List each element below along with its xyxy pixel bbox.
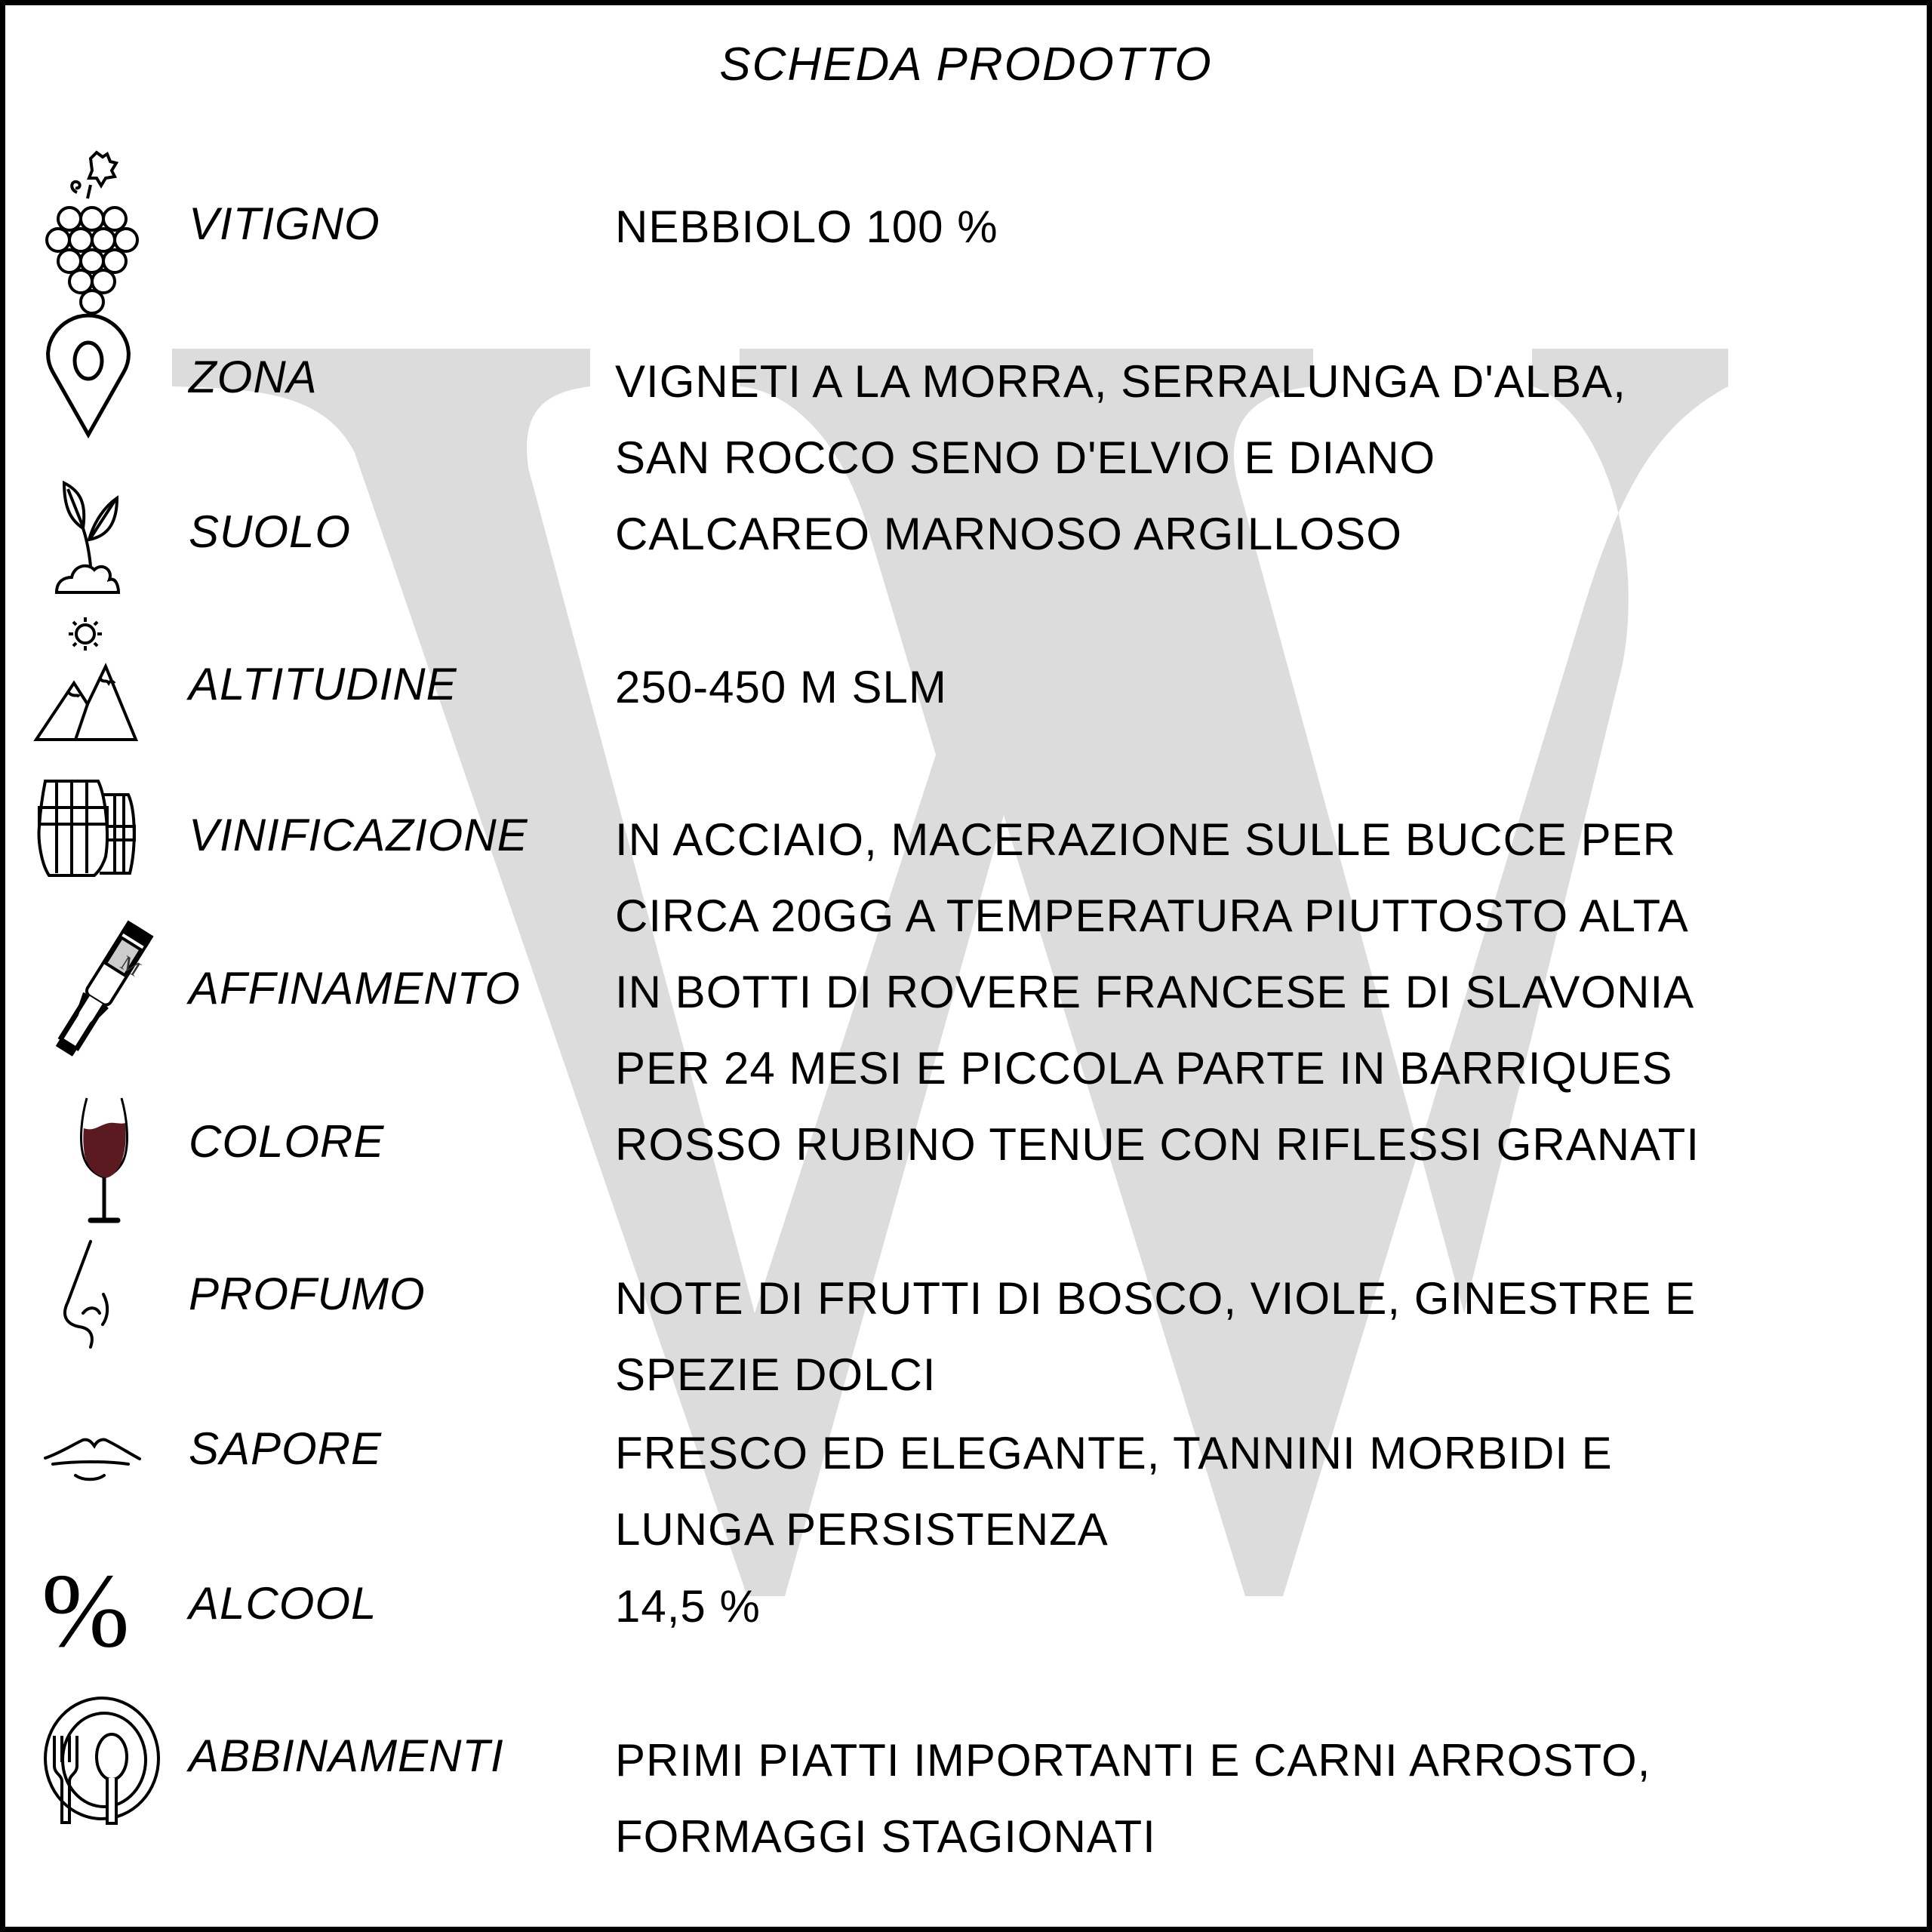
percent-icon: % <box>42 1552 130 1669</box>
label-colore: COLORE <box>189 1116 385 1167</box>
wine-bottle-icon <box>30 924 166 1060</box>
value-line: VIGNETI A LA MORRA, SERRALUNGA D'ALBA, <box>615 356 1626 407</box>
value-zona <box>615 343 1626 496</box>
value-vinificazione <box>615 801 1689 954</box>
label-profumo: PROFUMO <box>189 1269 426 1319</box>
value-altitudine <box>615 649 947 725</box>
value-line: FRESCO ED ELEGANTE, TANNINI MORBIDI E <box>615 1428 1613 1478</box>
wine-glass-icon <box>30 1094 166 1230</box>
label-vitigno: VITIGNO <box>189 198 380 249</box>
value-line: IN ACCIAIO, MACERAZIONE SULLE BUCCE PER <box>615 814 1676 865</box>
value-line: LUNGA PERSISTENZA <box>615 1504 1109 1555</box>
value-line: CALCAREO MARNOSO ARGILLOSO <box>615 509 1402 559</box>
value-affinamento <box>615 954 1694 1106</box>
value-alcool <box>615 1568 761 1644</box>
value-line: 250-450 M SLM <box>615 662 947 712</box>
lips-icon <box>30 1411 166 1547</box>
label-abbinamenti: ABBINAMENTI <box>189 1730 504 1781</box>
label-vinificazione: VINIFICAZIONE <box>189 810 528 860</box>
value-line: NEBBIOLO 100 % <box>615 202 998 252</box>
value-line: IN BOTTI DI ROVERE FRANCESE E DI SLAVONIA <box>615 967 1695 1017</box>
page-title: SCHEDA PRODOTTO <box>719 38 1213 91</box>
value-line: FORMAGGI STAGIONATI <box>615 1811 1156 1862</box>
value-suolo <box>615 496 1402 572</box>
value-abbinamenti <box>615 1722 1651 1875</box>
value-line: SAN ROCCO SENO D'ELVIO E DIANO <box>615 432 1436 483</box>
label-alcool: ALCOOL <box>189 1578 377 1629</box>
value-sapore <box>615 1415 1613 1567</box>
label-suolo: SUOLO <box>189 506 352 557</box>
plate-cutlery-icon <box>38 1698 166 1826</box>
grapes-icon <box>30 147 166 283</box>
value-line: NOTE DI FRUTTI DI BOSCO, VIOLE, GINESTRE E <box>615 1273 1697 1324</box>
label-zona: ZONA <box>189 352 318 402</box>
value-vitigno <box>615 189 998 265</box>
value-line: SPEZIE DOLCI <box>615 1349 937 1400</box>
nose-icon <box>30 1238 166 1374</box>
value-colore <box>615 1106 1700 1183</box>
label-sapore: SAPORE <box>189 1423 383 1474</box>
bottle-label-mark: M <box>115 951 145 982</box>
value-profumo <box>615 1260 1696 1413</box>
value-line: CIRCA 20GG A TEMPERATURA PIUTTOSTO ALTA <box>615 891 1689 941</box>
mountains-sun-icon <box>30 615 166 751</box>
label-altitudine: ALTITUDINE <box>189 659 457 709</box>
value-line: 14,5 % <box>615 1581 761 1632</box>
value-line: PER 24 MESI E PICCOLA PARTE IN BARRIQUES <box>615 1043 1673 1094</box>
label-affinamento: AFFINAMENTO <box>189 963 521 1014</box>
sprout-icon <box>30 468 166 604</box>
value-line: PRIMI PIATTI IMPORTANTI E CARNI ARROSTO, <box>615 1735 1651 1786</box>
location-pin-icon <box>30 309 166 445</box>
barrels-icon <box>30 774 166 909</box>
value-line: ROSSO RUBINO TENUE CON RIFLESSI GRANATI <box>615 1119 1700 1170</box>
